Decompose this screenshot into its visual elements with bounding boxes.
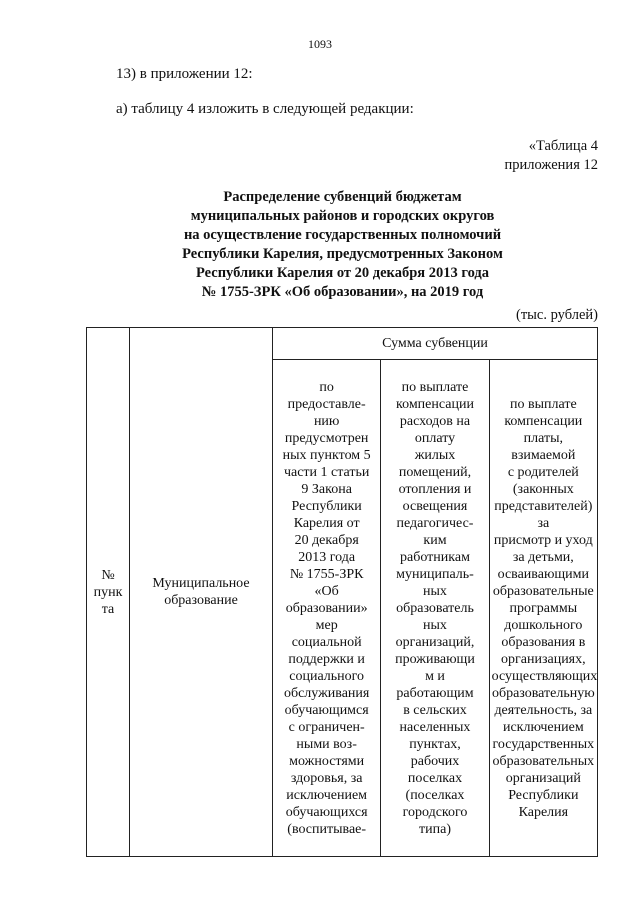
unit-label: (тыс. рублей)	[516, 307, 598, 323]
header-line: предусмотрен	[284, 430, 369, 446]
header-row	[87, 328, 598, 360]
header-line: оплату	[414, 430, 456, 446]
header-line: обучающимся	[284, 702, 369, 718]
header-line: жилых	[414, 447, 456, 463]
header-line: нию	[313, 413, 340, 429]
header-line: обучающихся	[285, 804, 368, 820]
header-line: городского	[402, 804, 468, 820]
header-line: населенных	[399, 719, 471, 735]
header-line: программы	[509, 600, 578, 616]
header-municipality-line: Муниципальное	[152, 576, 250, 591]
title-line: Распределение субвенций бюджетам	[223, 189, 462, 205]
header-line: компенсации	[396, 396, 474, 412]
caption-line: «Таблица 4	[528, 138, 598, 154]
header-line: по	[319, 379, 334, 395]
header-line: организациях,	[501, 651, 586, 667]
header-line: образователь	[396, 600, 474, 616]
header-line: Карелия от	[293, 515, 360, 531]
header-line: с родителей	[507, 464, 579, 480]
header-line: представителей) за	[494, 498, 593, 531]
header-line: образовательную	[491, 685, 595, 701]
header-line: осуществляющих	[491, 668, 598, 684]
title-line: на осуществление государственных полномочий	[183, 227, 502, 243]
header-line: м и	[425, 668, 445, 684]
page-number: 1093	[308, 37, 332, 51]
header-line: Карелия	[518, 804, 569, 820]
header-number-line: №	[101, 567, 115, 583]
header-line: образования в	[501, 634, 586, 650]
header-line: дошкольного	[504, 617, 583, 633]
header-line: 20 декабря	[294, 532, 359, 548]
header-number-line: пунк	[93, 584, 123, 600]
header-line: 2013 года	[298, 549, 356, 565]
header-line: отопления и	[398, 481, 472, 497]
header-line: части 1 статьи	[283, 464, 370, 480]
header-line: ных	[423, 583, 447, 599]
header-line: поддержки и	[288, 651, 365, 667]
header-line: здоровья, за	[290, 770, 363, 786]
header-line: присмотр и уход	[493, 532, 593, 548]
header-municipality	[130, 328, 273, 857]
header-line: «Об	[314, 583, 339, 599]
subitem-paragraph: а) таблицу 4 изложить в следующей редакции:	[116, 101, 414, 117]
header-line: проживающи	[395, 651, 475, 667]
header-line: образовании»	[285, 600, 368, 616]
header-line: организаций	[505, 770, 581, 786]
header-number	[87, 328, 130, 857]
header-line: социальной	[291, 634, 362, 650]
title-line: муниципальных районов и городских округов	[190, 208, 495, 224]
header-line: мер	[315, 617, 338, 633]
header-line: педагогичес-	[396, 515, 474, 531]
header-line: 9 Закона	[301, 481, 352, 497]
header-line: ким	[423, 532, 447, 548]
header-line: платы, взимаемой	[511, 430, 576, 463]
header-line: организаций,	[395, 634, 475, 650]
header-line: осваивающими	[497, 566, 590, 582]
item-paragraph: 13) в приложении 12:	[116, 66, 253, 82]
header-line: Республики	[291, 498, 362, 514]
header-line: ных	[423, 617, 447, 633]
header-line: с ограничен-	[288, 719, 365, 735]
header-line: предоставле-	[287, 396, 366, 412]
header-line: типа)	[419, 821, 451, 837]
title-line: Республики Карелия от 20 декабря 2013 года	[195, 265, 489, 281]
header-col-b	[381, 360, 489, 857]
table-caption	[505, 137, 598, 175]
header-municipality-line: образование	[164, 593, 238, 608]
header-line: освещения	[402, 498, 468, 514]
header-line: обслуживания	[283, 685, 370, 701]
header-line: поселках	[407, 770, 463, 786]
header-line: муниципаль-	[396, 566, 474, 582]
header-line: по выплате	[509, 396, 577, 412]
header-line: образовательных	[492, 753, 595, 769]
header-line: государственных	[492, 736, 595, 752]
title-line: Республики Карелия, предусмотренных Законом	[182, 246, 503, 262]
header-line: по выплате	[401, 379, 469, 395]
header-line: работникам	[400, 549, 470, 565]
header-subsidy-sum: Сумма субвенции	[273, 328, 598, 360]
header-line: ных пунктом 5	[282, 447, 371, 463]
header-line: № 1755-ЗРК	[289, 566, 364, 582]
header-line: рабочих	[410, 753, 460, 769]
header-line: Республики	[508, 787, 579, 803]
subsidy-table	[86, 327, 598, 857]
header-line: (законных	[512, 481, 574, 497]
header-line: исключением	[286, 787, 368, 803]
header-line: в сельских	[403, 702, 467, 718]
header-line: образовательные	[492, 583, 594, 599]
header-number-line: та	[101, 601, 115, 617]
header-line: ными воз-	[296, 736, 357, 752]
header-line: (воспитывае-	[287, 821, 367, 837]
header-line: пунктах,	[409, 736, 461, 752]
caption-line: приложения 12	[504, 157, 598, 173]
header-line: помещений,	[398, 464, 472, 480]
title-line: № 1755-ЗРК «Об образовании», на 2019 год	[201, 284, 484, 300]
header-line: работающим	[396, 685, 474, 701]
header-line: исключением	[502, 719, 584, 735]
header-line: за детьми,	[512, 549, 574, 565]
header-col-c	[489, 360, 597, 857]
header-line: компенсации	[504, 413, 583, 429]
document-title	[80, 188, 605, 302]
header-line: социального	[289, 668, 365, 684]
header-line: расходов на	[399, 413, 471, 429]
header-line: (поселках	[405, 787, 465, 803]
header-line: деятельность, за	[494, 702, 593, 718]
header-col-a	[273, 360, 381, 857]
header-line: можностями	[289, 753, 365, 769]
